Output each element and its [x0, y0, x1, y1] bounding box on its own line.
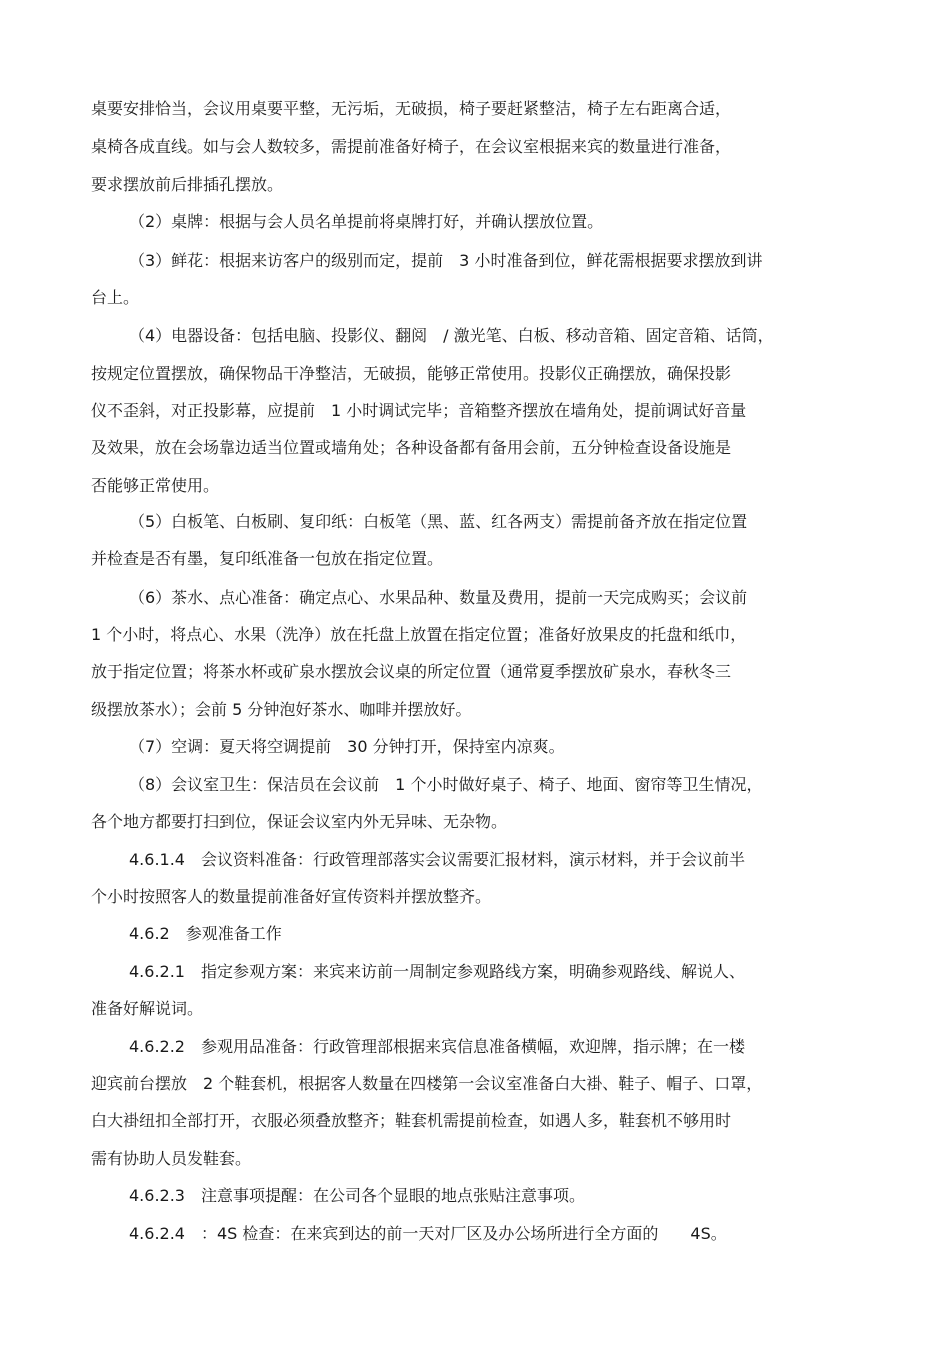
text-line: 桌椅各成直线。如与会人数较多，需提前准备好椅子，在会议室根据来宾的数量进行准备， — [91, 137, 732, 156]
text-line: 准备好解说词。 — [91, 999, 204, 1018]
text-line: 仪不歪斜，对正投影幕，应提前 1 小时调试完毕；音箱整齐摆放在墙角处，提前调试好音量 — [91, 401, 747, 420]
text-line: 4.6.2.3 注意事项提醒：在公司各个显眼的地点张贴注意事项。 — [129, 1186, 585, 1205]
text-line: 4.6.1.4 会议资料准备：行政管理部落实会议需要汇报材料，演示材料，并于会议前半 — [129, 850, 745, 869]
section-heading: 4.6.2 参观准备工作 — [129, 924, 282, 943]
text-line: 并检查是否有墨，复印纸准备一包放在指定位置。 — [91, 549, 444, 568]
text-line: （5）白板笔、白板刷、复印纸：白板笔（黑、蓝、红各两支）需提前备齐放在指定位置 — [129, 512, 748, 531]
text-line: 4.6.2.2 参观用品准备：行政管理部根据来宾信息准备横幅，欢迎牌，指示牌；在一楼 — [129, 1037, 745, 1056]
text-line: 4.6.2.4 ：4S 检查：在来宾到达的前一天对厂区及办公场所进行全方面的 4S。 — [129, 1224, 727, 1243]
text-line: 各个地方都要打扫到位，保证会议室内外无异味、无杂物。 — [91, 812, 508, 831]
text-line: 按规定位置摆放，确保物品干净整洁，无破损，能够正常使用。投影仪正确摆放，确保投影 — [91, 364, 732, 383]
text-line: 个小时按照客人的数量提前准备好宣传资料并摆放整齐。 — [91, 887, 492, 906]
text-line: （8）会议室卫生：保洁员在会议前 1 个小时做好桌子、椅子、地面、窗帘等卫生情况， — [129, 775, 763, 794]
text-line: 4.6.2.1 指定参观方案：来宾来访前一周制定参观路线方案，明确参观路线、解说人、 — [129, 962, 745, 981]
text-line: 白大褂纽扣全部打开，衣服必须叠放整齐；鞋套机需提前检查，如遇人多，鞋套机不够用时 — [91, 1111, 732, 1130]
text-line: 1 个小时，将点心、水果（洗净）放在托盘上放置在指定位置；准备好放果皮的托盘和纸巾， — [91, 625, 747, 644]
text-line: 否能够正常使用。 — [91, 476, 220, 495]
text-line: （6）茶水、点心准备：确定点心、水果品种、数量及费用，提前一天完成购买；会议前 — [129, 588, 748, 607]
text-line: 要求摆放前后排插孔摆放。 — [91, 175, 284, 194]
text-line: 迎宾前台摆放 2 个鞋套机，根据客人数量在四楼第一会议室准备白大褂、鞋子、帽子、口罩， — [91, 1074, 763, 1093]
text-line: （4）电器设备：包括电脑、投影仪、翻阅 / 激光笔、白板、移动音箱、固定音箱、话筒， — [129, 326, 774, 345]
text-line: （2）桌牌：根据与会人员名单提前将桌牌打好，并确认摆放位置。 — [129, 212, 604, 231]
text-line: 桌要安排恰当，会议用桌要平整，无污垢，无破损，椅子要赶紧整洁，椅子左右距离合适， — [91, 99, 732, 118]
text-line: 台上。 — [91, 288, 140, 307]
text-line: 及效果，放在会场靠边适当位置或墙角处；各种设备都有备用会前，五分钟检查设备设施是 — [91, 438, 732, 457]
text-line: 级摆放茶水）；会前 5 分钟泡好茶水、咖啡并摆放好。 — [91, 700, 472, 719]
text-line: （3）鲜花：根据来访客户的级别而定，提前 3 小时准备到位，鲜花需根据要求摆放到讲 — [129, 251, 763, 270]
text-line: （7）空调：夏天将空调提前 30 分钟打开，保持室内凉爽。 — [129, 737, 565, 756]
text-line: 需有协助人员发鞋套。 — [91, 1149, 252, 1168]
text-line: 放于指定位置；将茶水杯或矿泉水摆放会议桌的所定位置（通常夏季摆放矿泉水，春秋冬三 — [91, 662, 732, 681]
